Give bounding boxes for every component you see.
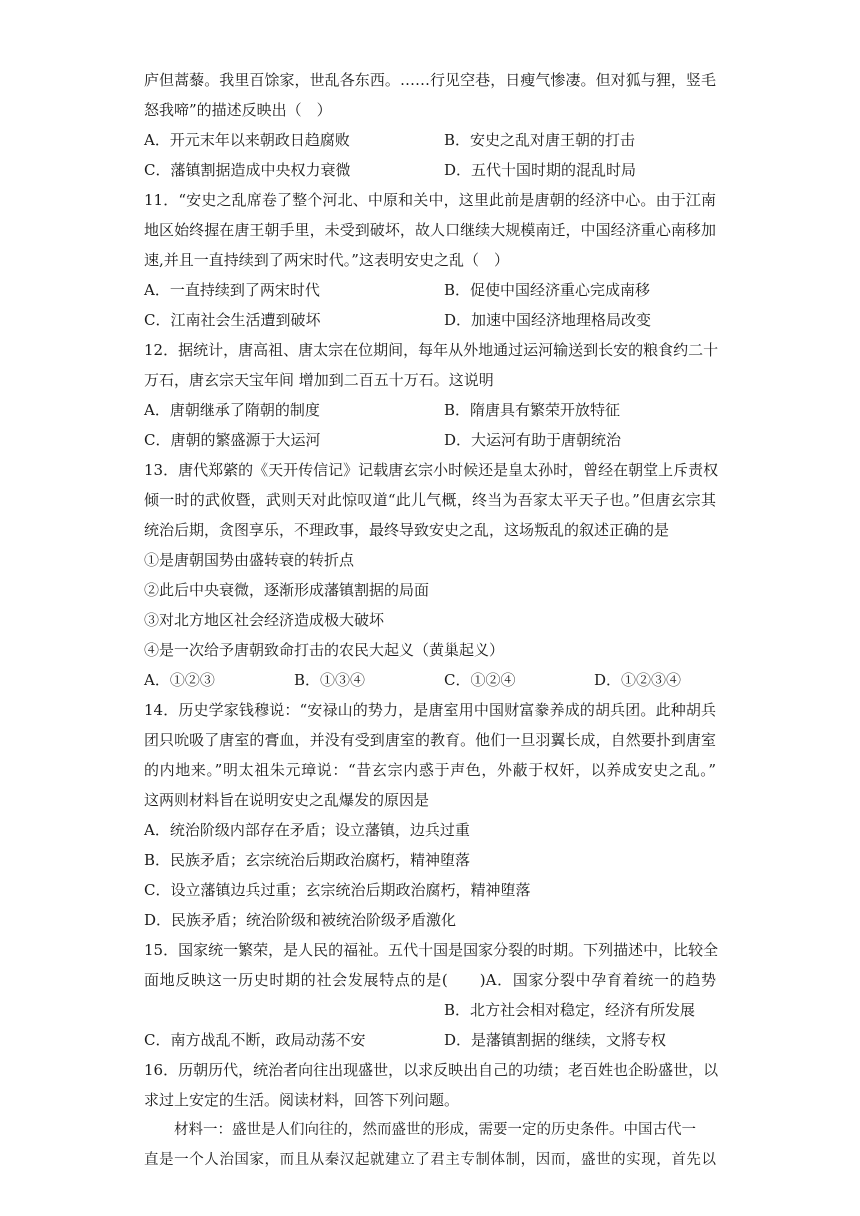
text-line: 团只吮吸了唐室的膏血，并没有受到唐室的教育。他们一旦羽翼长成，自然要扑到唐室 <box>144 731 716 749</box>
text-line: 面地反映这一历史时期的社会发展特点的是( )A．国家分裂中孕育着统一的趋势 <box>144 971 716 989</box>
option-c: C．设立藩镇边兵过重；玄宗统治后期政治腐朽，精神堕落 <box>144 881 531 899</box>
option-b: B．安史之乱对唐王朝的打击 <box>444 131 636 149</box>
text-line: 庐但蒿藜。我里百馀家，世乱各东西。……行见空巷，日瘦气惨凄。但对狐与狸，竖毛 <box>144 71 716 89</box>
text-line: 的内地来。”明太祖朱元璋说：“昔玄宗内惑于声色，外蔽于权奸，以养成安史之乱。” <box>144 761 716 779</box>
option-a: A．开元末年以来朝政日趋腐败 <box>144 131 350 149</box>
option-c: C．藩镇割据造成中央权力衰微 <box>144 161 351 179</box>
option-a: A．一直持续到了两宋时代 <box>144 281 320 299</box>
text-line: 速,并且一直持续到了两宋时代。”这表明安史之乱（ ） <box>144 251 509 269</box>
text-line: 这两则材料旨在说明安史之乱爆发的原因是 <box>144 791 430 809</box>
question-15: 15．国家统一繁荣，是人民的福祉。五代十国是国家分裂的时期。下列描述中，比较全 <box>144 941 719 959</box>
option-d: D．民族矛盾；统治阶级和被统治阶级矛盾激化 <box>144 911 457 929</box>
option-c: C．①②④ <box>444 671 516 689</box>
statement-1: ①是唐朝国势由盛转衰的转折点 <box>144 551 355 569</box>
text-line: 万石，唐玄宗天宝年间 增加到二百五十万石。这说明 <box>144 371 494 389</box>
option-b: B．民族矛盾；玄宗统治后期政治腐朽，精神堕落 <box>144 851 471 869</box>
option-d: D．加速中国经济地理格局改变 <box>444 311 652 329</box>
question-12: 12．据统计，唐高祖、唐太宗在位期间，每年从外地通过运河输送到长安的粮食约二十 <box>144 341 719 359</box>
statement-4: ④是一次给予唐朝致命打击的农民大起义（黄巢起义） <box>144 641 505 659</box>
option-d: D．是藩镇割据的继续，文將专权 <box>444 1031 667 1049</box>
option-d: D．五代十国时期的混乱时局 <box>444 161 637 179</box>
material-one: 材料一：盛世是人们向往的，然而盛世的形成，需要一定的历史条件。中国古代一 <box>174 1122 696 1138</box>
option-c: C．唐朝的繁盛源于大运河 <box>144 431 321 449</box>
option-b: B．隋唐具有繁荣开放特征 <box>444 401 621 419</box>
option-c: C．南方战乱不断，政局动荡不安 <box>144 1031 366 1049</box>
option-a: A．统治阶级内部存在矛盾；设立藩镇，边兵过重 <box>144 821 470 839</box>
option-a: A．唐朝继承了隋朝的制度 <box>144 401 320 419</box>
statement-3: ③对北方地区社会经济造成极大破坏 <box>144 611 385 629</box>
option-b: B．促使中国经济重心完成南移 <box>444 281 651 299</box>
option-a: A．①②③ <box>144 671 215 689</box>
option-d: D．①②③④ <box>594 671 682 689</box>
option-d: D．大运河有助于唐朝统治 <box>444 431 622 449</box>
statement-2: ②此后中央衰微，逐渐形成藩镇割据的局面 <box>144 581 430 599</box>
question-11: 11．“安史之乱席卷了整个河北、中原和关中，这里此前是唐朝的经济中心。由于江南 <box>144 191 716 209</box>
text-line: 地区始终握在唐王朝手里，未受到破坏，故人口继续大规模南迁，中国经济重心南移加 <box>144 221 716 239</box>
option-b: B．北方社会相对稳定，经济有所发展 <box>444 1001 696 1019</box>
question-16: 16．历朝历代，统治者向往出现盛世，以求反映出自己的功绩；老百姓也企盼盛世，以 <box>144 1061 719 1079</box>
text-line: 倾一时的武攸暨，武则天对此惊叹道“此儿气概，终当为吾家太平天子也。”但唐玄宗其 <box>144 491 716 509</box>
text-line: 直是一个人治国家，而且从秦汉起就建立了君主专制体制，因而，盛世的实现，首先以 <box>144 1152 716 1168</box>
question-14: 14．历史学家钱穆说：“安禄山的势力，是唐室用中国财富豢养成的胡兵团。此种胡兵 <box>144 701 716 719</box>
option-c: C．江南社会生活遭到破坏 <box>144 311 321 329</box>
option-b: B．①③④ <box>294 671 366 689</box>
question-13: 13．唐代郑綮的《天开传信记》记载唐玄宗小时候还是皇太孙时，曾经在朝堂上斥责权 <box>144 461 719 479</box>
text-line: 统治后期，贪图享乐，不理政事，最终导致安史之乱，这场叛乱的叙述正确的是 <box>144 521 670 539</box>
question-stem: 怒我啼”的描述反映出（ ） <box>144 101 332 119</box>
text-line: 求过上安定的生活。阅读材料，回答下列问题。 <box>144 1091 460 1109</box>
